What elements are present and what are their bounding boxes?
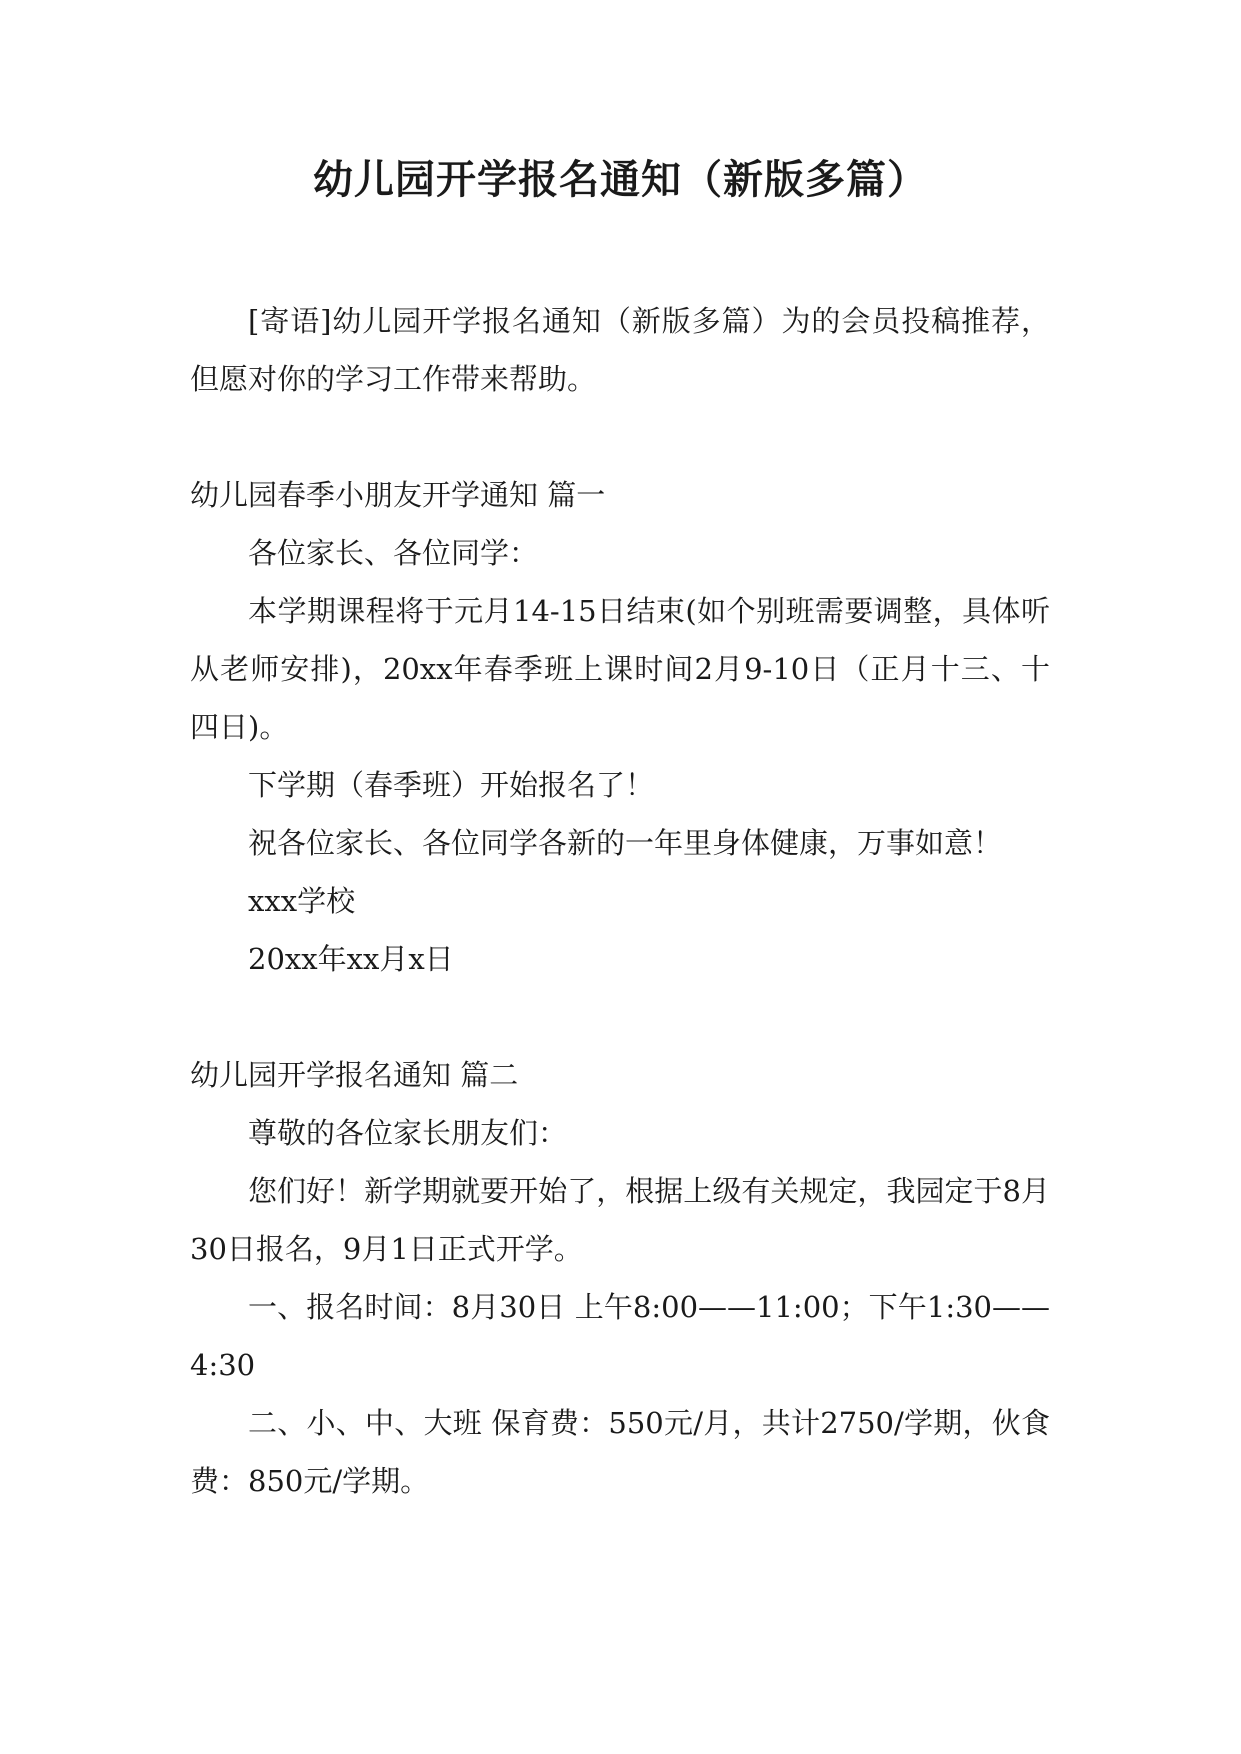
document-title: 幼儿园开学报名通知（新版多篇） — [313, 157, 928, 203]
intro-paragraph: [寄语]幼儿园开学报名通知（新版多篇）为的会员投稿推荐，但愿对你的学习工作带来帮助。 — [190, 304, 1050, 396]
section1-paragraph-1: 本学期课程将于元月14-15日结束(如个别班需要调整，具体听从老师安排)，20xx年春季班上课时间2月9-10日（正月十三、十四日)。 — [190, 594, 1050, 744]
section2-paragraph-1: 您们好！新学期就要开始了，根据上级有关规定，我园定于8月30日报名，9月1日正式开学。 — [190, 1174, 1050, 1266]
section2-paragraph-3: 二、小、中、大班 保育费：550元/月，共计2750/学期，伙食费：850元/学期。 — [190, 1406, 1050, 1498]
section1-date: 20xx年xx月x日 — [248, 942, 454, 976]
section1-paragraph-2: 下学期（春季班）开始报名了！ — [248, 768, 655, 802]
section2-heading: 幼儿园开学报名通知 篇二 — [190, 1058, 519, 1092]
section1-heading: 幼儿园春季小朋友开学通知 篇一 — [190, 478, 606, 512]
section2-greeting: 尊敬的各位家长朋友们： — [248, 1116, 568, 1150]
document-body — [190, 292, 1050, 1510]
paragraph-spacer — [190, 408, 1050, 466]
section2-paragraph-2: 一、报名时间：8月30日 上午8:00——11:00；下午1:30——4:30 — [190, 1290, 1050, 1382]
section1-paragraph-3: 祝各位家长、各位同学各新的一年里身体健康，万事如意！ — [248, 826, 1003, 860]
section1-greeting: 各位家长、各位同学： — [248, 536, 539, 570]
section1-signature: xxx学校 — [248, 884, 356, 918]
paragraph-spacer — [190, 988, 1050, 1046]
